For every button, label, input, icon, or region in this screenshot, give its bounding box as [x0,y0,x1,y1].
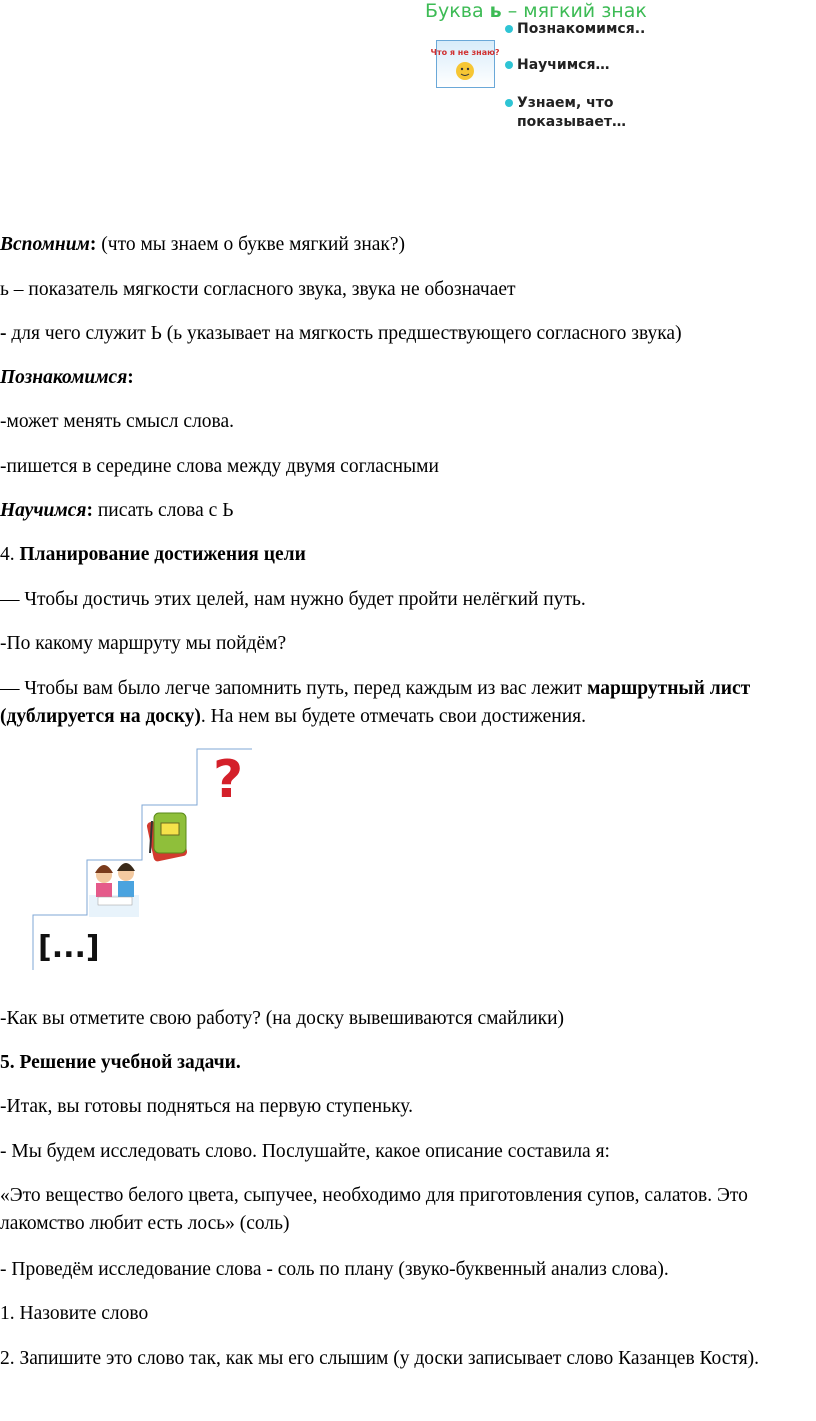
paragraph-route-sheet: — Чтобы вам было легче запомнить путь, перед каждым из вас лежит маршрутный лист (дублируется на доску). На нем вы будете отмечать свои достижения. [0,678,751,727]
goal-item: Научимся… [505,56,717,75]
ellipsis-bracket: [...] [38,930,100,965]
paragraph-write-word: 2. Запишите это слово так, как мы его слышим (у доски записывает слово Казанцев Костя). [0,1348,760,1369]
lesson-title: Буква ь – мягкий знак [425,0,647,22]
backpack-book-icon [146,813,188,862]
children-reading-icon [89,863,139,917]
what-i-dont-know-logo [430,40,500,88]
sun-face-icon [430,41,500,87]
paragraph-meaning: -может менять смысл слова. [0,411,235,432]
paragraph-route: -По какому маршруту мы пойдём? [0,633,287,654]
route-stairs-illustration [0,745,260,975]
paragraph-purpose: - для чего служит Ь (ь указывает на мягкость предшествующего согласного звука) [0,323,682,344]
paragraph-path: — Чтобы достичь этих целей, нам нужно будет пройти нелёгкий путь. [0,589,586,610]
heading-solving: 5. Решение учебной задачи. [0,1052,241,1073]
paragraph-mark-work: -Как вы отметите свою работу? (на доску вывешиваются смайлики) [0,1008,565,1029]
question-mark-icon: ? [213,750,244,810]
goal-item: Узнаем, что показывает… [505,94,657,132]
paragraph-learn: Научимся: писать слова с Ь [0,500,234,521]
logo-text: Что я не знаю? [430,48,500,57]
goal-item: Познакомимся.. [505,20,717,39]
paragraph-analysis: - Проведём исследование слова - соль по плану (звуко-буквенный анализ слова). [0,1259,669,1280]
paragraph-recall: Вспомним: (что мы знаем о букве мягкий знак?) [0,234,406,255]
paragraph-name-word: 1. Назовите слово [0,1303,149,1324]
paragraph-investigate: - Мы будем исследовать слово. Послушайте, какое описание составила я: [0,1141,610,1162]
paragraph-soft-sign: ь – показатель мягкости согласного звука, звука не обозначает [0,279,516,300]
heading-get-acquainted: Познакомимся: [0,367,134,388]
paragraph-first-step: -Итак, вы готовы подняться на первую ступеньку. [0,1096,413,1117]
heading-planning: 4. Планирование достижения цели [0,544,306,565]
paragraph-position: -пишется в середине слова между двумя согласными [0,456,439,477]
paragraph-riddle: «Это вещество белого цвета, сыпучее, необходимо для приготовления супов, салатов. Это лакомство любит есть лось» (соль) [0,1185,748,1234]
